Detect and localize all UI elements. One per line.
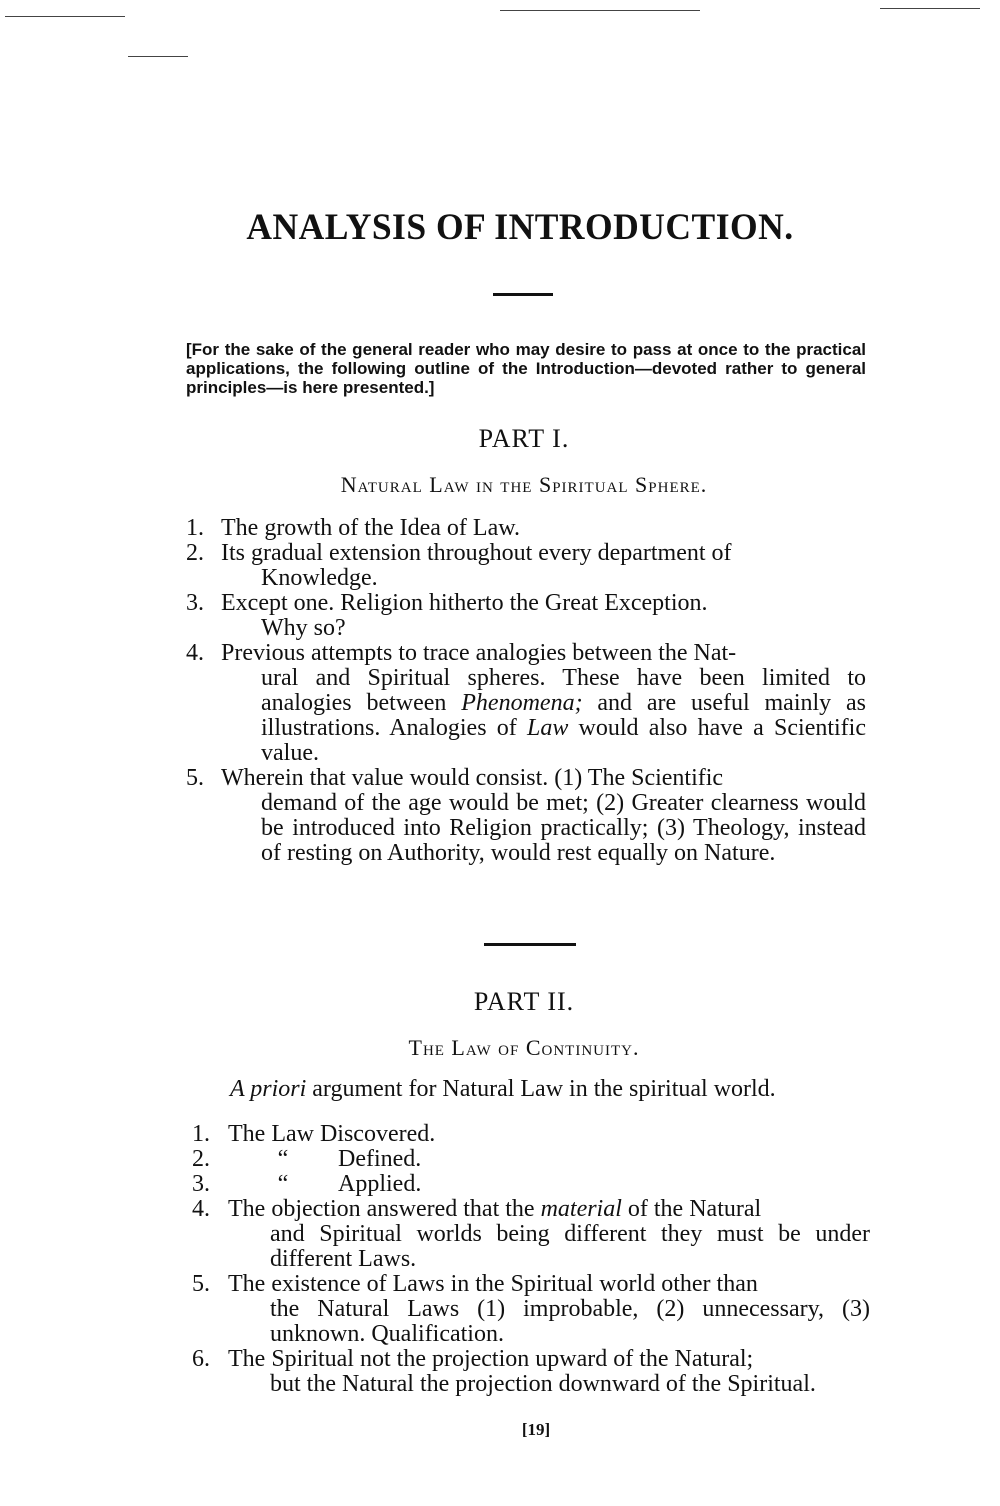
scan-speck xyxy=(128,56,188,57)
item-text: The Law Discovered. xyxy=(228,1121,436,1147)
list-item xyxy=(186,766,866,866)
item-continuation: Why so? xyxy=(261,615,346,641)
scan-speck xyxy=(880,8,980,9)
part-one-subtitle: Natural Law in the Spiritual Sphere. xyxy=(340,472,708,497)
part-one-outline xyxy=(186,516,866,866)
part-two-heading: PART II. xyxy=(473,987,575,1016)
part-one-heading: PART I. xyxy=(478,424,570,453)
item-number: 2. xyxy=(192,1146,210,1172)
section-rule xyxy=(484,943,576,946)
item-number: 1. xyxy=(186,515,204,541)
item-text: Its gradual extension throughout every department of xyxy=(221,540,732,566)
ditto-mark: “ xyxy=(277,1171,289,1197)
list-item xyxy=(186,541,866,591)
item-number: 2. xyxy=(186,540,204,566)
item-continuation: ural and Spiritual spheres. These have been limited to analogies between Phenomena; and are useful mainly as illustrations. Analogies of Law would also have a Scientific value. xyxy=(261,665,866,766)
item-text: The Spiritual not the projection upward of the Natural; xyxy=(228,1346,754,1372)
part-two-subtitle: The Law of Continuity. xyxy=(408,1035,640,1060)
preface-note: [For the sake of the general reader who may desire to pass at once to the practical applications, the following outline of the Introduction—devoted rather to general principles—is here presented.] xyxy=(186,340,866,397)
list-item xyxy=(192,1272,870,1347)
item-text: Except one. Religion hitherto the Great Exception. xyxy=(221,590,708,616)
item-text: Applied. xyxy=(338,1171,422,1197)
list-item xyxy=(186,591,866,641)
list-item xyxy=(192,1197,870,1272)
scan-speck xyxy=(5,16,125,17)
item-number: 6. xyxy=(192,1346,210,1372)
list-item xyxy=(192,1347,870,1397)
list-item xyxy=(192,1122,870,1147)
item-text: Wherein that value would consist. (1) The Scientific xyxy=(221,765,724,791)
list-item xyxy=(192,1147,870,1172)
page-number: [19] xyxy=(521,1420,551,1439)
list-item xyxy=(186,516,866,541)
item-text: The objection answered that the material of the Natural xyxy=(228,1196,762,1222)
ditto-mark: “ xyxy=(277,1146,289,1172)
item-number: 3. xyxy=(186,590,204,616)
scan-speck xyxy=(500,10,700,11)
part-two-outline xyxy=(192,1122,870,1397)
item-continuation: and Spiritual worlds being different they must be under different Laws. xyxy=(270,1221,870,1272)
item-continuation: demand of the age would be met; (2) Greater clearness would be introduced into Religion practically; (3) Theology, instead of resting on Authority, would rest equally on Nature. xyxy=(261,790,866,866)
page-title: ANALYSIS OF INTRODUCTION. xyxy=(246,207,794,248)
item-number: 5. xyxy=(192,1271,210,1297)
item-text: The existence of Laws in the Spiritual world other than xyxy=(228,1271,758,1297)
item-continuation: the Natural Laws (1) improbable, (2) unnecessary, (3) unknown. Qualification. xyxy=(270,1296,870,1347)
item-continuation: Knowledge. xyxy=(261,565,378,591)
list-item xyxy=(186,641,866,766)
list-item xyxy=(192,1172,870,1197)
item-continuation: but the Natural the projection downward of the Spiritual. xyxy=(270,1371,816,1397)
item-number: 5. xyxy=(186,765,204,791)
part-two-lead: A priori argument for Natural Law in the spiritual world. xyxy=(230,1076,776,1102)
item-number: 4. xyxy=(186,640,204,666)
item-text: Previous attempts to trace analogies between the Nat- xyxy=(221,640,737,666)
item-text: The growth of the Idea of Law. xyxy=(221,515,520,541)
item-number: 4. xyxy=(192,1196,210,1222)
item-number: 3. xyxy=(192,1171,210,1197)
item-text: Defined. xyxy=(338,1146,422,1172)
item-number: 1. xyxy=(192,1121,210,1147)
title-rule xyxy=(493,293,553,296)
